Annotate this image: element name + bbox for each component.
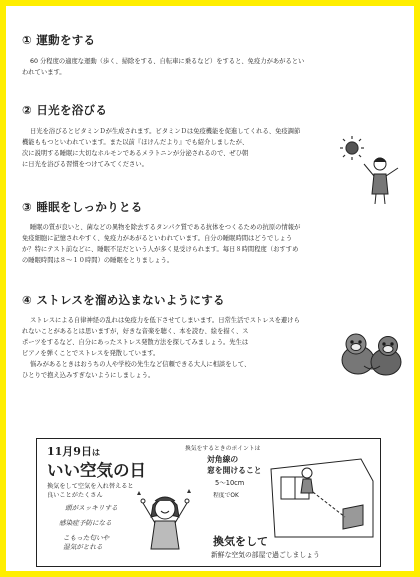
text-line: ポーツをするなど、自分にあったストレス発散方法を探してみましょう。先生は	[22, 339, 249, 346]
text-line: に日光を浴びる習慣をつけてみてください。	[22, 161, 148, 168]
text-line: 日光を浴びるとビタミンＤが生成されます。ビタミンＤは免疫機能を促進してくれる、免疫調節	[30, 128, 301, 135]
section-title-exercise: ① 運動をする	[22, 33, 96, 47]
section-body-exercise	[22, 56, 400, 78]
tip-window-size-note: 程度でOK	[213, 493, 239, 499]
tip-title: 換気をするときのポイントは	[185, 446, 261, 452]
text-line: ひとりで抱え込みすぎないようにしましょう。	[22, 372, 155, 379]
benefit-item: 頭がスッキリする	[65, 504, 118, 512]
closing-text: 新鮮な空気の部屋で過ごしましょう	[211, 551, 320, 559]
room-window-illustration	[265, 451, 377, 543]
air-day-date-suffix: は	[91, 447, 100, 457]
section-body-sleep	[22, 222, 400, 266]
text-line: 次に説明する睡眠に大切なホルモンであるメラトニンが分泌されるので、ぜひ朝	[22, 150, 249, 157]
text-line: 60 分程度の適度な運動（歩く、掃除をする、自転車に乗るなど）をすると、免疫力があがるとい	[30, 58, 305, 65]
text-line: 睡眠の質が良いと、菌などの異物を除去するタンパク質である抗体をつくるための抗原の情報が	[30, 224, 301, 231]
tip-main-line: 窓を開けること	[207, 466, 262, 475]
text-line: ストレスによる自律神経の乱れは免疫力を低下させてしまいます。日常生活でストレスを避けら	[30, 317, 300, 324]
tip-window-size: 5～10cm	[215, 479, 245, 487]
text-line: 悩みがあるときはおうちの人や学校の先生など信頼できる大人に相談をして、	[30, 361, 251, 368]
text-line: れないことがあるとは思いますが，好きな音楽を聴く、本を読む、絵を描く、ス	[22, 328, 249, 335]
section-title-sleep: ③ 睡眠をしっかりとる	[22, 200, 143, 214]
benefit-item: 感染症予防になる	[59, 519, 112, 527]
section-title-stress: ④ ストレスを溜め込まないようにする	[22, 293, 225, 307]
text-line: ピアノを弾くことでストレスを発散しています。	[22, 350, 160, 357]
text-line: か？特にテスト前などに、睡眠不足だという人が多く見受けられます。毎日８時間程度（おすすめ	[22, 246, 299, 253]
air-day-headline: いい空気の日	[47, 461, 146, 480]
closing-heading: 換気をして	[213, 535, 268, 548]
text-line: われています。	[22, 69, 66, 76]
text-line: 機能ももつといわれています。また以前『ほけんだより』でも紹介しましたが、	[22, 139, 249, 146]
text-line: の睡眠時間は８～１０時間）の睡眠をとりましょう。	[22, 257, 174, 264]
good-air-day-box	[36, 438, 381, 567]
intro-line: 良いことがたくさん	[47, 492, 103, 499]
tip-main-line: 対角線の	[207, 455, 239, 464]
section-title-sunlight: ② 日光を浴びる	[22, 103, 108, 117]
intro-line: 換気をして空気を入れ替えると	[47, 483, 134, 490]
newsletter-page	[6, 6, 414, 571]
sunbathing-person-illustration	[336, 134, 406, 206]
benefit-item: こもった匂いや 湿気がとれる	[63, 534, 110, 551]
text-line: 免疫細胞に記憶されやすく、免疫力があがるといわれています。自分の睡眠時間はどうでしょう	[22, 235, 293, 242]
happy-girl-illustration	[137, 487, 193, 557]
otters-illustration	[336, 326, 408, 382]
air-day-date: 11月9日	[47, 445, 92, 458]
